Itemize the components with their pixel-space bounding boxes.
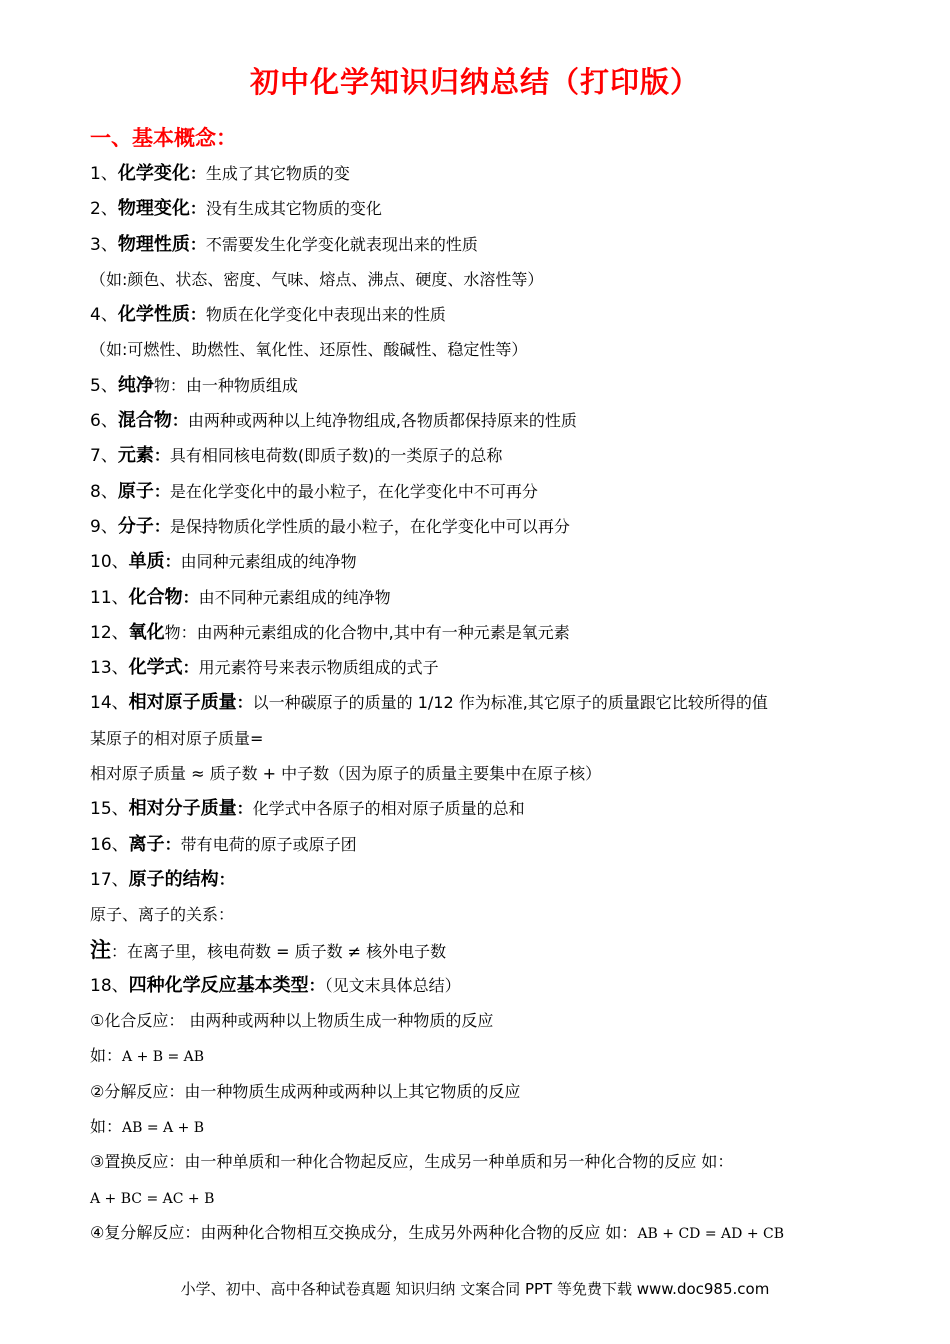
item-text: 由同种元素组成的纯净物 [180,552,357,572]
list-item [90,685,890,720]
item-number: 2、 [90,199,118,220]
item-term: 离子 [128,833,165,855]
section-heading-basic-concepts: 一、基本概念： [90,126,237,150]
list-item [90,1180,890,1215]
item-separator: ： [182,658,199,678]
item-text: 原子、离子的关系： [90,905,235,925]
item-text: 是在化学变化中的最小粒子，在化学变化中不可再分 [169,481,538,501]
item-term: 化学式 [128,657,183,679]
list-item [90,1038,890,1073]
item-text: ②分解反应：由一种物质生成两种或两种以上其它物质的反应 [90,1081,521,1101]
list-item [90,756,890,791]
document-content [90,120,890,1250]
list-item [90,721,890,756]
item-term: 氧化 [128,621,165,643]
item-text: （如:颜色、状态、密度、气味、熔点、沸点、硬度、水溶性等） [90,269,544,289]
item-number: 14、 [90,693,129,714]
item-separator: ： [153,446,170,466]
list-item [90,1144,890,1179]
item-term: 单质 [128,551,165,573]
list-item [90,791,890,826]
item-text: （见文末具体总结） [324,975,461,995]
item-term: 相对原子质量 [128,692,237,714]
concept-list [90,156,890,1250]
list-item [90,332,890,367]
item-formula: A + BC = AC + B [90,1190,215,1207]
item-number: 17、 [90,869,129,890]
item-term: 相对分子质量 [128,798,237,820]
item-text: 没有生成其它物质的变化 [205,199,382,219]
item-term: 化合物 [128,586,183,608]
item-term: 原子的结构 [128,868,219,890]
item-number: 13、 [90,658,129,679]
note-mark: 注 [90,937,111,962]
item-text: 用元素符号来表示物质组成的式子 [198,658,439,678]
item-text: 如： [90,1117,123,1137]
item-text: 不需要发生化学变化就表现出来的性质 [205,234,478,254]
list-item [90,403,890,438]
item-separator: ： [153,481,170,501]
list-item [90,156,890,191]
item-separator: ： [236,693,253,713]
list-item [90,227,890,262]
list-item [90,191,890,226]
item-formula: A + B = AB [122,1049,205,1066]
item-number: 15、 [90,799,129,820]
list-item [90,544,890,579]
item-text: 具有相同核电荷数(即质子数)的一类原子的总称 [169,446,503,466]
list-item [90,1215,890,1250]
footer-text: 小学、初中、高中各种试卷真题 知识归纳 文案合同 PPT 等免费下载 www.doc985.com [180,1280,770,1298]
item-text: ④复分解反应：由两种化合物相互交换成分，生成另外两种化合物的反应 如： [90,1222,638,1242]
item-text: 由两种或两种以上纯净物组成,各物质都保持原来的性质 [187,411,577,431]
item-term: 四种化学反应基本类型 [128,974,309,996]
list-item [90,862,890,897]
item-text: 化学式中各原子的相对原子质量的总和 [252,799,525,819]
item-text: 如： [90,1046,123,1066]
item-number: 4、 [90,305,118,326]
list-item [90,262,890,297]
item-separator: ： [189,164,206,183]
item-term: 物理性质 [117,233,190,255]
item-number: 6、 [90,411,118,432]
list-item [90,474,890,509]
item-number: 8、 [90,481,118,502]
item-number: 10、 [90,552,129,573]
item-text: 某原子的相对原子质量= [90,728,264,748]
item-separator: ： [308,975,325,995]
item-number: 1、 [90,164,118,184]
item-text: 是保持物质化学性质的最小粒子，在化学变化中可以再分 [169,516,570,536]
list-item [90,827,890,862]
item-text: 带有电荷的原子或原子团 [180,834,357,854]
item-text: 物：由一种物质组成 [153,375,298,395]
list-item [90,438,890,473]
item-text: ①化合反应： 由两种或两种以上物质生成一种物质的反应 [90,1011,494,1031]
item-term: 分子 [117,515,154,537]
document-title: 初中化学知识归纳总结（打印版） [249,65,700,99]
item-number: 5、 [90,375,118,396]
item-formula: AB + CD = AD + CB [637,1225,784,1242]
item-separator: ： [164,552,181,572]
item-text: ：在离子里，核电荷数 = 质子数 ≠ 核外电子数 [111,941,447,961]
list-item [90,1109,890,1144]
list-item [90,297,890,332]
list-item [90,933,890,968]
item-separator: ： [189,234,206,254]
item-separator: ： [153,516,170,536]
list-item [90,580,890,615]
item-number: 3、 [90,234,118,255]
item-term: 物理变化 [117,198,190,220]
item-separator: ： [171,411,188,431]
item-separator: ： [164,834,181,854]
item-separator: ： [218,869,235,889]
item-term: 化学性质 [117,304,190,326]
item-separator: ： [236,799,253,819]
list-item [90,968,890,1003]
item-number: 9、 [90,516,118,537]
item-term: 纯净 [117,374,154,396]
item-term: 混合物 [117,410,172,432]
list-item [90,897,890,932]
item-number: 7、 [90,446,118,467]
list-item [90,368,890,403]
item-text: 生成了其它物质的变 [205,164,350,183]
item-separator: ： [189,199,206,219]
item-separator: ： [189,305,206,325]
item-text: 由不同种元素组成的纯净物 [198,587,391,607]
item-number: 12、 [90,622,129,643]
item-formula: AB = A + B [122,1120,205,1137]
item-text: 以一种碳原子的质量的 1/12 作为标准,其它原子的质量跟它比较所得的值 [252,693,768,713]
item-number: 11、 [90,587,129,608]
list-item [90,1074,890,1109]
item-text: ③置换反应：由一种单质和一种化合物起反应，生成另一种单质和另一种化合物的反应 如： [90,1152,734,1172]
item-term: 化学变化 [117,163,190,184]
item-text: 物：由两种元素组成的化合物中,其中有一种元素是氧元素 [164,622,570,642]
list-item [90,1003,890,1038]
item-term: 原子 [117,480,154,502]
item-text: 相对原子质量 ≈ 质子数 + 中子数（因为原子的质量主要集中在原子核） [90,764,602,784]
list-item [90,615,890,650]
item-number: 18、 [90,975,129,996]
list-item [90,509,890,544]
item-term: 元素 [117,445,154,467]
item-separator: ： [182,587,199,607]
item-number: 16、 [90,834,129,855]
list-item [90,650,890,685]
item-text: （如:可燃性、助燃性、氧化性、还原性、酸碱性、稳定性等） [90,340,528,360]
item-text: 物质在化学变化中表现出来的性质 [205,305,446,325]
